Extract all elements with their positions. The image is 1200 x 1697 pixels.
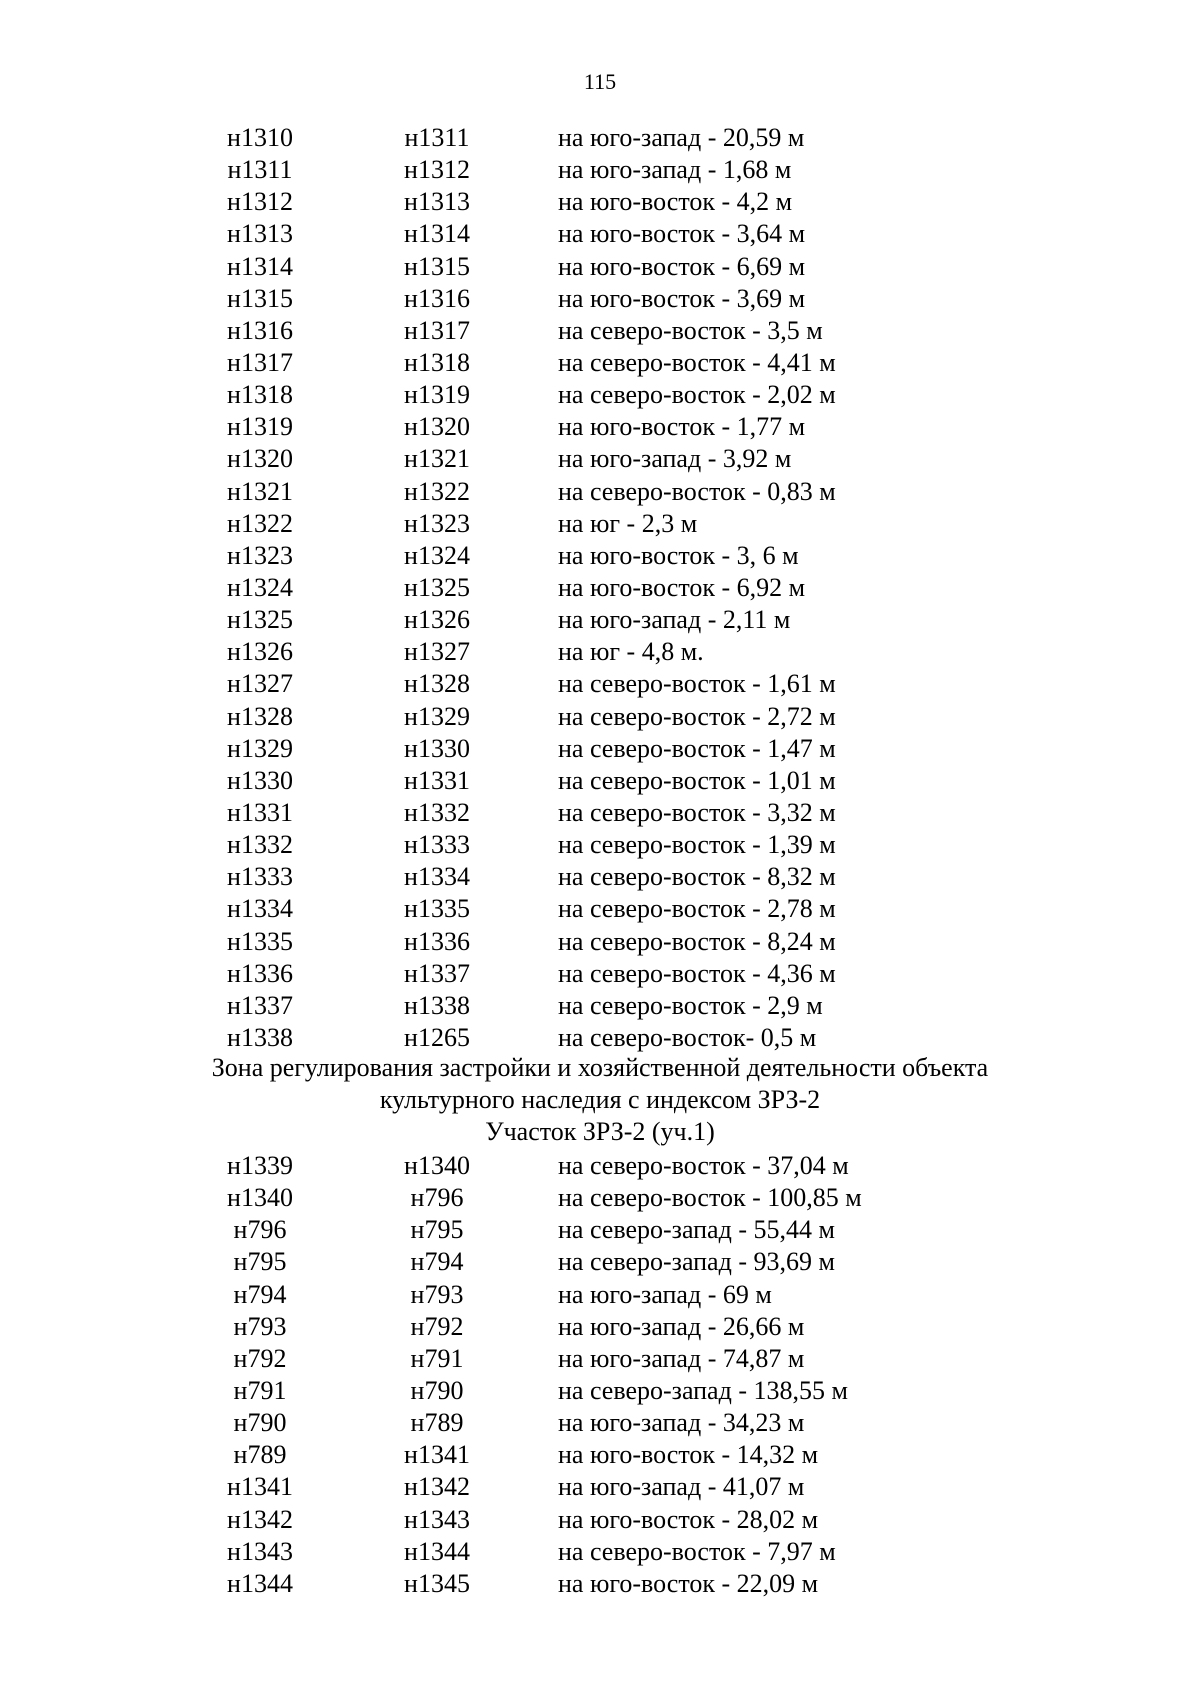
point-to: н1324 xyxy=(404,540,470,570)
point-to: н1314 xyxy=(404,219,470,249)
point-to: н1321 xyxy=(404,444,470,474)
section-title-line1: Зона регулирования застройки и хозяйственной деятельности объекта xyxy=(211,1053,989,1082)
direction-distance: на юго-восток - 3,69 м xyxy=(558,283,806,313)
table-row xyxy=(0,1150,1200,1182)
table-row xyxy=(0,1536,1200,1568)
point-from: н1332 xyxy=(227,830,293,860)
point-to: н1345 xyxy=(404,1568,470,1598)
point-to: н1317 xyxy=(404,315,470,345)
point-from: н1334 xyxy=(227,894,293,924)
point-from: н1325 xyxy=(227,605,293,635)
direction-distance: на юго-восток - 14,32 м xyxy=(558,1440,819,1470)
point-from: н1329 xyxy=(227,733,293,763)
point-to: н1326 xyxy=(404,605,470,635)
table-row xyxy=(0,765,1200,797)
point-to: н1341 xyxy=(404,1440,470,1470)
point-from: н1327 xyxy=(227,669,293,699)
point-from: н1318 xyxy=(227,380,293,410)
point-to: н794 xyxy=(410,1247,464,1277)
direction-distance: на юго-запад - 1,68 м xyxy=(558,155,792,185)
page-number: 115 xyxy=(583,69,617,94)
point-to: н1319 xyxy=(404,380,470,410)
table-row xyxy=(0,893,1200,925)
point-to: н789 xyxy=(410,1408,464,1438)
point-to: н1327 xyxy=(404,637,470,667)
table-row xyxy=(0,347,1200,379)
table-row xyxy=(0,1343,1200,1375)
direction-distance: на юго-запад - 74,87 м xyxy=(558,1343,805,1373)
table-row xyxy=(0,315,1200,347)
table-row xyxy=(0,1182,1200,1214)
direction-distance: на юго-восток - 28,02 м xyxy=(558,1504,819,1534)
point-to: н1340 xyxy=(404,1151,470,1180)
table-row xyxy=(0,572,1200,604)
point-to: н1325 xyxy=(404,572,470,602)
direction-distance: на северо-восток - 37,04 м xyxy=(558,1151,849,1180)
table-row xyxy=(0,1279,1200,1311)
direction-distance: на юго-запад - 3,92 м xyxy=(558,444,792,474)
point-from: н1324 xyxy=(227,572,293,602)
table-row xyxy=(0,443,1200,475)
point-to: н1315 xyxy=(404,251,470,281)
point-from: н1340 xyxy=(227,1183,293,1213)
table-row xyxy=(0,636,1200,668)
table-row xyxy=(0,926,1200,958)
table-row xyxy=(0,1375,1200,1407)
table-row xyxy=(0,251,1200,283)
section-title-line2: культурного наследия с индексом ЗРЗ-2 xyxy=(379,1085,821,1114)
boundary-table-bottom xyxy=(0,1150,1200,1600)
table-row xyxy=(0,218,1200,250)
direction-distance: на юго-восток - 3,64 м xyxy=(558,219,806,249)
direction-distance: на северо-восток - 3,5 м xyxy=(558,315,823,345)
direction-distance: на юго-запад - 26,66 м xyxy=(558,1311,805,1341)
point-from: н793 xyxy=(233,1311,287,1341)
direction-distance: на северо-восток - 3,32 м xyxy=(558,797,836,827)
point-to: н791 xyxy=(410,1343,464,1373)
table-row xyxy=(0,186,1200,218)
section-subtitle: Участок ЗРЗ-2 (уч.1) xyxy=(485,1117,715,1146)
point-to: н1318 xyxy=(404,347,470,377)
table-row xyxy=(0,1022,1200,1054)
direction-distance: на северо-восток - 7,97 м xyxy=(558,1536,836,1566)
table-row xyxy=(0,668,1200,700)
point-from: н1326 xyxy=(227,637,293,667)
point-from: н1333 xyxy=(227,862,293,892)
point-to: н1335 xyxy=(404,894,470,924)
direction-distance: на юг - 2,3 м xyxy=(558,508,698,538)
point-from: н1320 xyxy=(227,444,293,474)
direction-distance: на северо-восток - 2,9 м xyxy=(558,990,823,1020)
direction-distance: на северо-восток - 2,02 м xyxy=(558,380,836,410)
direction-distance: на юго-запад - 69 м xyxy=(558,1279,772,1309)
table-row xyxy=(0,829,1200,861)
point-from: н1313 xyxy=(227,219,293,249)
direction-distance: на северо-восток - 4,36 м xyxy=(558,958,836,988)
table-row xyxy=(0,1407,1200,1439)
point-from: н791 xyxy=(233,1375,287,1405)
table-row xyxy=(0,154,1200,186)
point-to: н1316 xyxy=(404,283,470,313)
direction-distance: на юго-запад - 20,59 м xyxy=(558,123,805,152)
direction-distance: на северо-восток - 1,47 м xyxy=(558,733,836,763)
direction-distance: на северо-запад - 138,55 м xyxy=(558,1375,848,1405)
point-to: н1320 xyxy=(404,412,470,442)
table-row xyxy=(0,797,1200,829)
point-from: н1342 xyxy=(227,1504,293,1534)
point-to: н1329 xyxy=(404,701,470,731)
direction-distance: на северо-запад - 93,69 м xyxy=(558,1247,835,1277)
table-row xyxy=(0,1504,1200,1536)
point-to: н796 xyxy=(410,1183,464,1213)
point-to: н1312 xyxy=(404,155,470,185)
direction-distance: на северо-восток - 100,85 м xyxy=(558,1183,862,1213)
direction-distance: на северо-запад - 55,44 м xyxy=(558,1215,835,1245)
point-from: н1330 xyxy=(227,765,293,795)
point-from: н1321 xyxy=(227,476,293,506)
point-from: н790 xyxy=(233,1408,287,1438)
point-to: н1330 xyxy=(404,733,470,763)
point-to: н1323 xyxy=(404,508,470,538)
table-row xyxy=(0,122,1200,154)
point-to: н1337 xyxy=(404,958,470,988)
direction-distance: на северо-восток - 0,83 м xyxy=(558,476,836,506)
point-from: н1314 xyxy=(227,251,293,281)
point-from: н1337 xyxy=(227,990,293,1020)
point-to: н1265 xyxy=(404,1022,470,1052)
direction-distance: на северо-восток - 8,24 м xyxy=(558,926,836,956)
table-row xyxy=(0,476,1200,508)
point-from: н1315 xyxy=(227,283,293,313)
point-to: н795 xyxy=(410,1215,464,1245)
direction-distance: на северо-восток - 4,41 м xyxy=(558,347,836,377)
point-from: н1311 xyxy=(227,155,293,185)
direction-distance: на юго-восток - 6,92 м xyxy=(558,572,806,602)
point-to: н1332 xyxy=(404,797,470,827)
direction-distance: на северо-восток - 8,32 м xyxy=(558,862,836,892)
table-row xyxy=(0,1214,1200,1246)
point-from: н796 xyxy=(233,1215,287,1245)
point-to: н1322 xyxy=(404,476,470,506)
point-to: н1336 xyxy=(404,926,470,956)
point-to: н793 xyxy=(410,1279,464,1309)
direction-distance: на юг - 4,8 м. xyxy=(558,637,704,667)
point-to: н1333 xyxy=(404,830,470,860)
point-from: н1344 xyxy=(227,1568,293,1598)
direction-distance: на юго-восток - 1,77 м xyxy=(558,412,806,442)
direction-distance: на северо-восток - 1,01 м xyxy=(558,765,836,795)
point-from: н1310 xyxy=(227,123,293,152)
table-row xyxy=(0,990,1200,1022)
direction-distance: на юго-восток - 22,09 м xyxy=(558,1568,819,1598)
point-to: н1334 xyxy=(404,862,470,892)
table-row xyxy=(0,283,1200,315)
point-from: н1335 xyxy=(227,926,293,956)
point-to: н1342 xyxy=(404,1472,470,1502)
point-to: н1338 xyxy=(404,990,470,1020)
point-from: н1339 xyxy=(227,1151,293,1180)
point-to: н792 xyxy=(410,1311,464,1341)
section-heading xyxy=(0,1052,1200,1148)
table-row xyxy=(0,701,1200,733)
point-from: н1338 xyxy=(227,1022,293,1052)
point-from: н1312 xyxy=(227,187,293,217)
table-row xyxy=(0,508,1200,540)
table-row xyxy=(0,861,1200,893)
point-from: н795 xyxy=(233,1247,287,1277)
point-to: н790 xyxy=(410,1375,464,1405)
direction-distance: на северо-восток- 0,5 м xyxy=(558,1022,817,1052)
point-from: н1323 xyxy=(227,540,293,570)
point-from: н1319 xyxy=(227,412,293,442)
direction-distance: на северо-восток - 1,61 м xyxy=(558,669,836,699)
table-row xyxy=(0,411,1200,443)
point-from: н792 xyxy=(233,1343,287,1373)
point-to: н1331 xyxy=(404,765,470,795)
boundary-table-top xyxy=(0,122,1200,1054)
direction-distance: на северо-восток - 2,72 м xyxy=(558,701,836,731)
point-to: н1311 xyxy=(404,123,470,152)
point-from: н794 xyxy=(233,1279,287,1309)
point-to: н1313 xyxy=(404,187,470,217)
table-row xyxy=(0,1311,1200,1343)
table-row xyxy=(0,604,1200,636)
table-row xyxy=(0,1568,1200,1600)
table-row xyxy=(0,1471,1200,1503)
point-to: н1344 xyxy=(404,1536,470,1566)
point-from: н1317 xyxy=(227,347,293,377)
point-to: н1328 xyxy=(404,669,470,699)
direction-distance: на юго-восток - 4,2 м xyxy=(558,187,793,217)
direction-distance: на юго-запад - 34,23 м xyxy=(558,1408,805,1438)
direction-distance: на северо-восток - 1,39 м xyxy=(558,830,836,860)
point-from: н1343 xyxy=(227,1536,293,1566)
point-from: н1316 xyxy=(227,315,293,345)
direction-distance: на юго-запад - 41,07 м xyxy=(558,1472,805,1502)
table-row xyxy=(0,379,1200,411)
point-from: н1331 xyxy=(227,797,293,827)
direction-distance: на юго-запад - 2,11 м xyxy=(558,605,791,635)
point-from: н1322 xyxy=(227,508,293,538)
table-row xyxy=(0,1439,1200,1471)
direction-distance: на юго-восток - 3, 6 м xyxy=(558,540,799,570)
direction-distance: на юго-восток - 6,69 м xyxy=(558,251,806,281)
point-from: н789 xyxy=(233,1440,287,1470)
table-row xyxy=(0,1246,1200,1278)
point-from: н1328 xyxy=(227,701,293,731)
point-from: н1341 xyxy=(227,1472,293,1502)
point-from: н1336 xyxy=(227,958,293,988)
table-row xyxy=(0,733,1200,765)
table-row xyxy=(0,958,1200,990)
table-row xyxy=(0,540,1200,572)
direction-distance: на северо-восток - 2,78 м xyxy=(558,894,836,924)
point-to: н1343 xyxy=(404,1504,470,1534)
